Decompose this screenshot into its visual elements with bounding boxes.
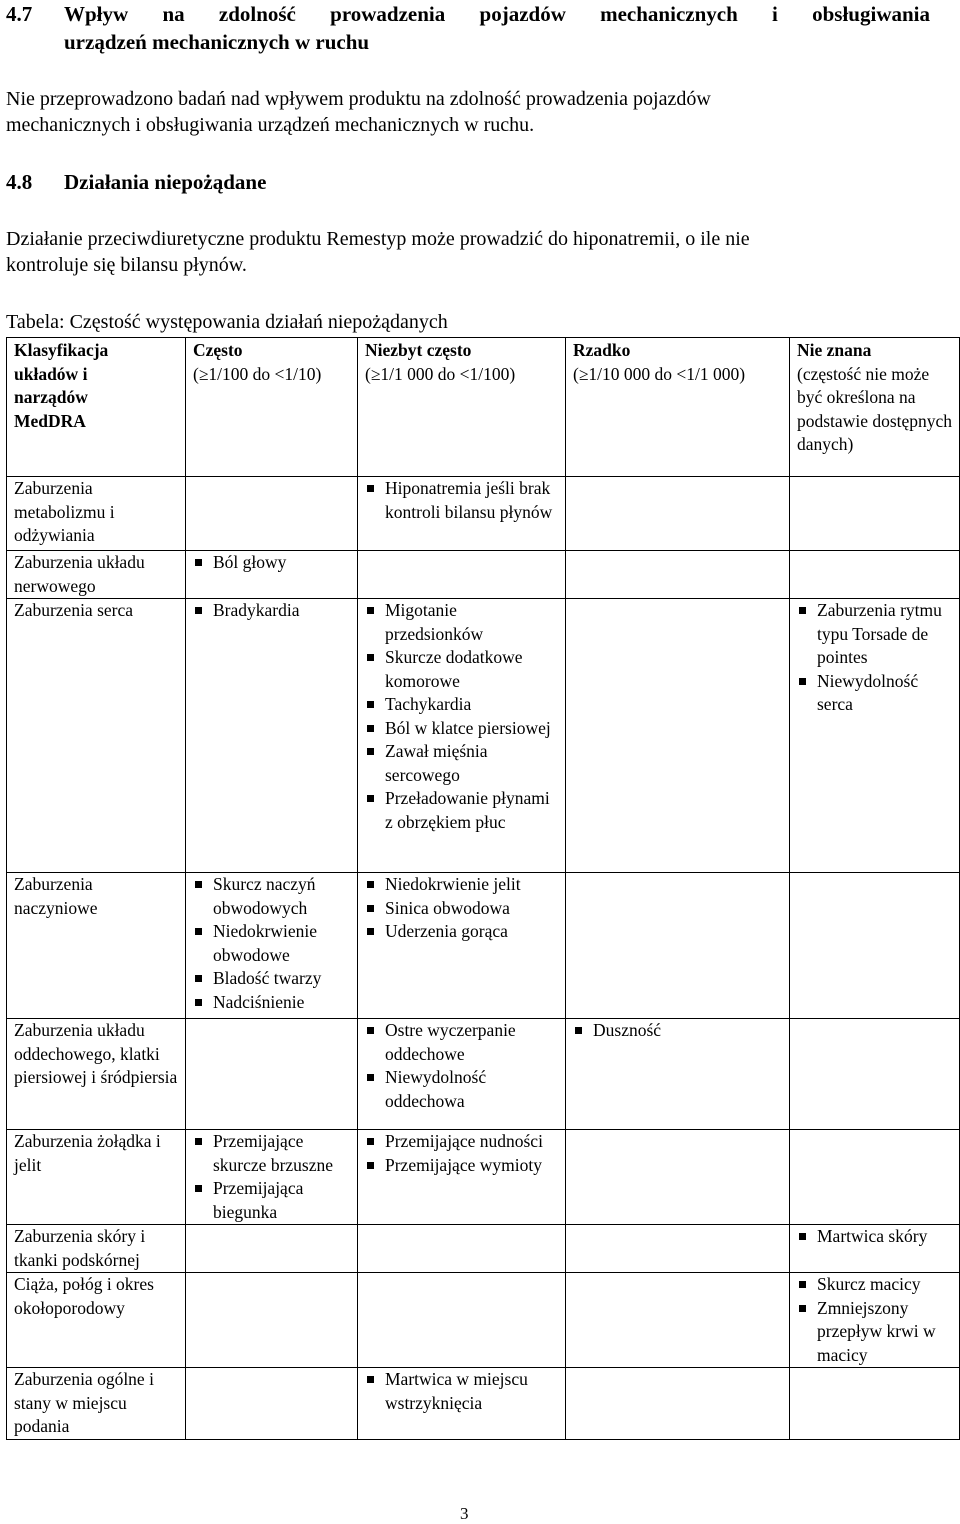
bullet-square-icon bbox=[367, 725, 374, 732]
frequency-cell-czesto bbox=[186, 1273, 358, 1368]
table-header-row bbox=[7, 338, 960, 477]
table-row bbox=[7, 1019, 960, 1130]
bullet-square-icon bbox=[799, 1233, 806, 1240]
bullet-square-icon bbox=[367, 881, 374, 888]
effect-text: Niedokrwienie obwodowe bbox=[213, 921, 317, 965]
effect-text: Sinica obwodowa bbox=[385, 897, 510, 918]
header-rzadko bbox=[566, 338, 790, 477]
header-niezbyt-title: Niezbyt często bbox=[365, 340, 472, 360]
bullet-square-icon bbox=[575, 1027, 582, 1034]
frequency-cell-rzadko bbox=[566, 1225, 790, 1273]
section-4-7-number: 4.7 bbox=[6, 2, 33, 26]
effect-text: Przeładowanie płynami z obrzękiem płuc bbox=[385, 788, 550, 832]
frequency-cell-nieznana bbox=[790, 551, 960, 599]
frequency-cell-rzadko bbox=[566, 873, 790, 1019]
header-soc-line: Klasyfikacja bbox=[14, 340, 109, 360]
bullet-square-icon bbox=[799, 678, 806, 685]
effect-item bbox=[193, 1130, 351, 1177]
page-number: 3 bbox=[460, 1504, 469, 1523]
table-row bbox=[7, 599, 960, 873]
header-soc-line: układów i bbox=[14, 363, 88, 384]
frequency-cell-nieznana bbox=[790, 1368, 960, 1440]
table-row bbox=[7, 1225, 960, 1273]
header-nieznana bbox=[790, 338, 960, 477]
effect-text: Przemijające nudności bbox=[385, 1131, 543, 1151]
bullet-square-icon bbox=[367, 1074, 374, 1081]
effect-item bbox=[365, 1154, 559, 1178]
effect-list bbox=[193, 551, 351, 575]
table-body bbox=[7, 338, 960, 1440]
effect-item bbox=[365, 717, 559, 741]
bullet-square-icon bbox=[195, 881, 202, 888]
soc-cell: Zaburzenia układu oddechowego, klatki piersiowej i śródpiersia bbox=[7, 1019, 186, 1130]
header-niezbyt-range: (≥1/1 000 do <1/100) bbox=[365, 363, 516, 384]
effect-item bbox=[365, 873, 559, 897]
effect-item bbox=[193, 873, 351, 920]
section-4-8-number: 4.8 bbox=[6, 170, 33, 194]
bullet-square-icon bbox=[195, 1185, 202, 1192]
soc-cell: Zaburzenia żołądka i jelit bbox=[7, 1130, 186, 1225]
effect-item bbox=[193, 551, 351, 575]
frequency-cell-rzadko bbox=[566, 1368, 790, 1440]
bullet-square-icon bbox=[195, 975, 202, 982]
header-niezbyt bbox=[358, 338, 566, 477]
header-soc-line: MedDRA bbox=[14, 410, 86, 431]
section-4-8-text-line1: Działanie przeciwdiuretyczne produktu Remestyp może prowadzić do hiponatremii, o ile nie bbox=[6, 228, 750, 250]
section-4-7-title-line2: urządzeń mechanicznych w ruchu bbox=[64, 30, 370, 54]
effect-text: Skurcze dodatkowe komorowe bbox=[385, 647, 523, 691]
bullet-square-icon bbox=[799, 607, 806, 614]
effect-list bbox=[797, 1273, 953, 1367]
effect-list bbox=[365, 1368, 559, 1415]
effect-text: Ostre wyczerpanie oddechowe bbox=[385, 1020, 516, 1064]
soc-cell: Zaburzenia serca bbox=[7, 599, 186, 873]
effect-item bbox=[365, 920, 559, 944]
header-rzadko-title: Rzadko bbox=[573, 340, 631, 360]
header-nieznana-title: Nie znana bbox=[797, 340, 872, 360]
adverse-effects-table bbox=[6, 337, 960, 1440]
bullet-square-icon bbox=[367, 1027, 374, 1034]
frequency-cell-czesto bbox=[186, 599, 358, 873]
soc-cell: Zaburzenia skóry i tkanki podskórnej bbox=[7, 1225, 186, 1273]
bullet-square-icon bbox=[195, 559, 202, 566]
bullet-square-icon bbox=[367, 485, 374, 492]
effect-item bbox=[365, 1368, 559, 1415]
effect-text: Nadciśnienie bbox=[213, 991, 305, 1012]
frequency-cell-czesto bbox=[186, 873, 358, 1019]
effect-text: Martwica skóry bbox=[817, 1226, 928, 1246]
bullet-square-icon bbox=[367, 905, 374, 912]
bullet-square-icon bbox=[367, 928, 374, 935]
effect-item bbox=[193, 967, 351, 991]
effect-item bbox=[365, 477, 559, 524]
effect-text: Skurcz macicy bbox=[817, 1274, 921, 1294]
effect-list bbox=[365, 1130, 559, 1177]
soc-cell: Zaburzenia naczyniowe bbox=[7, 873, 186, 1019]
table-caption: Tabela: Częstość występowania działań niepożądanych bbox=[6, 311, 448, 333]
header-soc-line: narządów bbox=[14, 387, 88, 407]
section-4-7-text-line2: mechanicznych i obsługiwania urządzeń mechanicznych w ruchu. bbox=[6, 114, 535, 136]
effect-text: Bradykardia bbox=[213, 600, 300, 620]
frequency-cell-niezbyt bbox=[358, 1130, 566, 1225]
effect-item bbox=[365, 599, 559, 646]
effect-item bbox=[365, 646, 559, 693]
bullet-square-icon bbox=[367, 1138, 374, 1145]
section-4-8-text-line2: kontroluje się bilansu płynów. bbox=[6, 254, 247, 276]
frequency-cell-niezbyt bbox=[358, 1225, 566, 1273]
effect-text: Przemijające skurcze brzuszne bbox=[213, 1131, 334, 1175]
frequency-cell-rzadko bbox=[566, 1273, 790, 1368]
effect-item bbox=[797, 1273, 953, 1297]
effect-item bbox=[193, 599, 351, 623]
frequency-cell-czesto bbox=[186, 1130, 358, 1225]
effect-text: Zmniejszony przepływ krwi w macicy bbox=[817, 1297, 936, 1365]
section-4-7-title-line1: Wpływ na zdolność prowadzenia pojazdów mechanicznych i obsługiwania bbox=[64, 2, 930, 26]
frequency-cell-niezbyt bbox=[358, 1019, 566, 1130]
header-rzadko-range: (≥1/10 000 do <1/1 000) bbox=[573, 363, 746, 384]
effect-item bbox=[365, 897, 559, 921]
frequency-cell-czesto bbox=[186, 551, 358, 599]
frequency-cell-czesto bbox=[186, 1368, 358, 1440]
effect-item bbox=[193, 920, 351, 967]
frequency-cell-niezbyt bbox=[358, 873, 566, 1019]
effect-text: Ból głowy bbox=[213, 552, 287, 572]
frequency-cell-nieznana bbox=[790, 1225, 960, 1273]
effect-item bbox=[193, 991, 351, 1015]
section-4-7-text-line1: Nie przeprowadzono badań nad wpływem produktu na zdolność prowadzenia pojazdów bbox=[6, 88, 711, 110]
frequency-cell-niezbyt bbox=[358, 1273, 566, 1368]
frequency-cell-nieznana bbox=[790, 873, 960, 1019]
bullet-square-icon bbox=[367, 795, 374, 802]
effect-text: Hiponatremia jeśli brak kontroli bilansu płynów bbox=[385, 478, 553, 522]
effect-item bbox=[365, 740, 559, 787]
effect-list bbox=[193, 599, 351, 623]
effect-item bbox=[797, 1225, 953, 1249]
effect-text: Martwica w miejscu wstrzyknięcia bbox=[385, 1369, 528, 1413]
frequency-cell-nieznana bbox=[790, 1019, 960, 1130]
effect-text: Niedokrwienie jelit bbox=[385, 874, 521, 894]
effect-list bbox=[193, 873, 351, 1014]
frequency-cell-rzadko bbox=[566, 1019, 790, 1130]
effect-item bbox=[365, 787, 559, 834]
frequency-cell-rzadko bbox=[566, 599, 790, 873]
frequency-cell-czesto bbox=[186, 477, 358, 551]
frequency-cell-rzadko bbox=[566, 551, 790, 599]
effect-item bbox=[797, 1297, 953, 1368]
soc-cell: Ciąża, połóg i okres okołoporodowy bbox=[7, 1273, 186, 1368]
bullet-square-icon bbox=[195, 999, 202, 1006]
effect-text: Skurcz naczyń obwodowych bbox=[213, 874, 316, 918]
frequency-cell-nieznana bbox=[790, 477, 960, 551]
bullet-square-icon bbox=[367, 748, 374, 755]
frequency-cell-niezbyt bbox=[358, 551, 566, 599]
soc-cell: Zaburzenia metabolizmu i odżywiania bbox=[7, 477, 186, 551]
bullet-square-icon bbox=[367, 701, 374, 708]
header-nieznana-range: (częstość nie może być określona na podstawie dostępnych danych) bbox=[797, 363, 953, 454]
header-czesto-title: Często bbox=[193, 340, 243, 360]
effect-text: Przemijające wymioty bbox=[385, 1154, 542, 1175]
effect-item bbox=[365, 1130, 559, 1154]
effect-item bbox=[797, 670, 953, 717]
effect-text: Bladość twarzy bbox=[213, 968, 322, 988]
frequency-cell-nieznana bbox=[790, 599, 960, 873]
frequency-cell-niezbyt bbox=[358, 477, 566, 551]
effect-item bbox=[365, 1066, 559, 1113]
effect-item bbox=[365, 1019, 559, 1066]
effect-item bbox=[193, 1177, 351, 1224]
effect-list bbox=[573, 1019, 783, 1043]
table-row bbox=[7, 551, 960, 599]
header-czesto bbox=[186, 338, 358, 477]
frequency-cell-rzadko bbox=[566, 1130, 790, 1225]
effect-text: Przemijająca biegunka bbox=[213, 1178, 304, 1222]
frequency-cell-niezbyt bbox=[358, 599, 566, 873]
effect-list bbox=[365, 599, 559, 834]
frequency-cell-rzadko bbox=[566, 477, 790, 551]
bullet-square-icon bbox=[195, 928, 202, 935]
effect-list bbox=[365, 873, 559, 944]
bullet-square-icon bbox=[195, 607, 202, 614]
effect-list bbox=[365, 1019, 559, 1113]
effect-text: Zaburzenia rytmu typu Torsade de pointes bbox=[817, 600, 942, 667]
soc-cell: Zaburzenia układu nerwowego bbox=[7, 551, 186, 599]
soc-cell: Zaburzenia ogólne i stany w miejscu podania bbox=[7, 1368, 186, 1440]
table-row bbox=[7, 477, 960, 551]
effect-text: Zawał mięśnia sercowego bbox=[385, 741, 488, 785]
effect-list bbox=[193, 1130, 351, 1224]
frequency-cell-czesto bbox=[186, 1019, 358, 1130]
header-soc bbox=[7, 338, 186, 477]
table-row bbox=[7, 1368, 960, 1440]
effect-item bbox=[573, 1019, 783, 1043]
effect-list bbox=[797, 1225, 953, 1249]
section-4-8-title: Działania niepożądane bbox=[64, 170, 267, 194]
effect-text: Tachykardia bbox=[385, 694, 472, 714]
bullet-square-icon bbox=[195, 1138, 202, 1145]
bullet-square-icon bbox=[367, 1162, 374, 1169]
header-czesto-range: (≥1/100 do <1/10) bbox=[193, 363, 322, 384]
bullet-square-icon bbox=[799, 1305, 806, 1312]
effect-list bbox=[365, 477, 559, 524]
effect-text: Niewydolność oddechowa bbox=[385, 1067, 487, 1111]
effect-text: Ból w klatce piersiowej bbox=[385, 717, 551, 738]
table-row bbox=[7, 1273, 960, 1368]
effect-text: Uderzenia gorąca bbox=[385, 921, 508, 941]
effect-text: Migotanie przedsionków bbox=[385, 600, 484, 644]
frequency-cell-nieznana bbox=[790, 1130, 960, 1225]
bullet-square-icon bbox=[367, 654, 374, 661]
table-row bbox=[7, 1130, 960, 1225]
effect-item bbox=[365, 693, 559, 717]
effect-list bbox=[797, 599, 953, 717]
bullet-square-icon bbox=[367, 607, 374, 614]
frequency-cell-niezbyt bbox=[358, 1368, 566, 1440]
bullet-square-icon bbox=[367, 1376, 374, 1383]
bullet-square-icon bbox=[799, 1281, 806, 1288]
frequency-cell-nieznana bbox=[790, 1273, 960, 1368]
effect-text: Niewydolność serca bbox=[817, 670, 919, 714]
frequency-cell-czesto bbox=[186, 1225, 358, 1273]
effect-item bbox=[797, 599, 953, 670]
table-row bbox=[7, 873, 960, 1019]
effect-text: Duszność bbox=[593, 1020, 662, 1040]
